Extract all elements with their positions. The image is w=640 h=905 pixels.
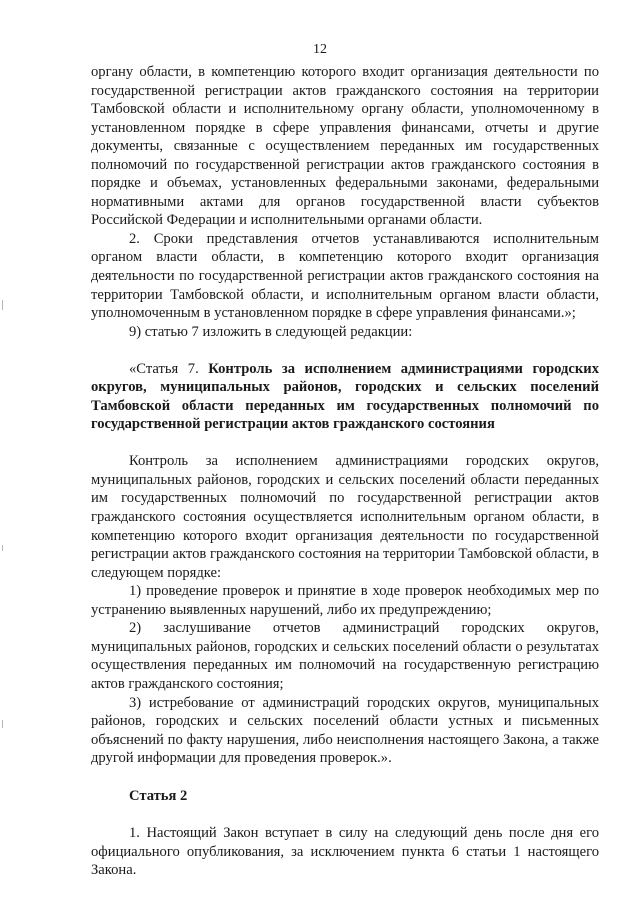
article-7-prefix: «Статья 7. — [129, 360, 199, 377]
spacer — [91, 805, 599, 824]
spacer — [91, 434, 599, 453]
scan-artifact — [2, 720, 3, 728]
article-2-heading: Статья 2 — [129, 787, 188, 804]
paragraph: Контроль за исполнением администрациями городских округов, муниципальных районов, городских и сельских поселений области переданных им государственных полномочий по государственной регистрации актов гражданского состояния осуществляется исполнительным органом области, в компетенцию которого входит организация деятельности по государственной регистрации актов гражданского состояния на территории Тамбовской области, в следующем порядке: — [91, 453, 599, 581]
scan-artifact — [2, 300, 3, 310]
list-item: 1) проведение проверок и принятие в ходе проверок необходимых мер по устранению выявленных нарушений, либо их предупреждению; — [91, 583, 599, 618]
list-item: 3) истребование от администраций городских округов, муниципальных районов, городских и сельских поселений области устных и письменных объяснений по факту нарушения, либо неисполнения настоящего Закона, а также другой информации для проведения проверок.». — [91, 694, 599, 767]
article-7-heading — [91, 360, 599, 434]
paragraph: органу области, в компетенцию которого входит организация деятельности по государственной регистрации актов гражданского состояния на территории Тамбовской области и исполнительному органу области, уполномоченному в установленном порядке в сфере управления финансами, отчеты и другие документы, связанные с осуществлением переданных им государственных полномочий по государственной регистрации актов гражданского состояния в порядке и объемах, установленных федеральными законами, федеральными нормативными актами для органов государственной власти субъектов Российской Федерации и исполнительными органами области. — [91, 64, 599, 229]
spacer — [91, 341, 599, 360]
page-number: 12 — [313, 42, 327, 57]
scan-artifact — [2, 545, 3, 551]
paragraph: 1. Настоящий Закон вступает в силу на следующий день после дня его официального опубликования, за исключением пункта 6 статьи 1 настоящего Закона. — [91, 825, 599, 879]
document-body — [91, 63, 599, 880]
spacer — [91, 768, 599, 787]
paragraph: 2. Сроки представления отчетов устанавливаются исполнительным органом власти области, в компетенцию которого входит организация деятельности по государственной регистрации актов гражданского состояния на территории Тамбовской области, и исполнительным органом власти области, уполномоченным в установленном порядке в сфере управления финансами.»; — [91, 230, 599, 322]
article-7-title: Контроль за исполнением администрациями городских округов, муниципальных районов, городских и сельских поселений Тамбовской области переданных им государственных полномочий по государственной регистрации актов гражданского состояния — [91, 360, 599, 433]
list-item: 2) заслушивание отчетов администраций городских округов, муниципальных районов, городских и сельских поселений области о результатах осуществления переданных им полномочий на государственную регистрацию актов гражданского состояния; — [91, 620, 599, 692]
paragraph: 9) статью 7 изложить в следующей редакции: — [129, 323, 413, 340]
